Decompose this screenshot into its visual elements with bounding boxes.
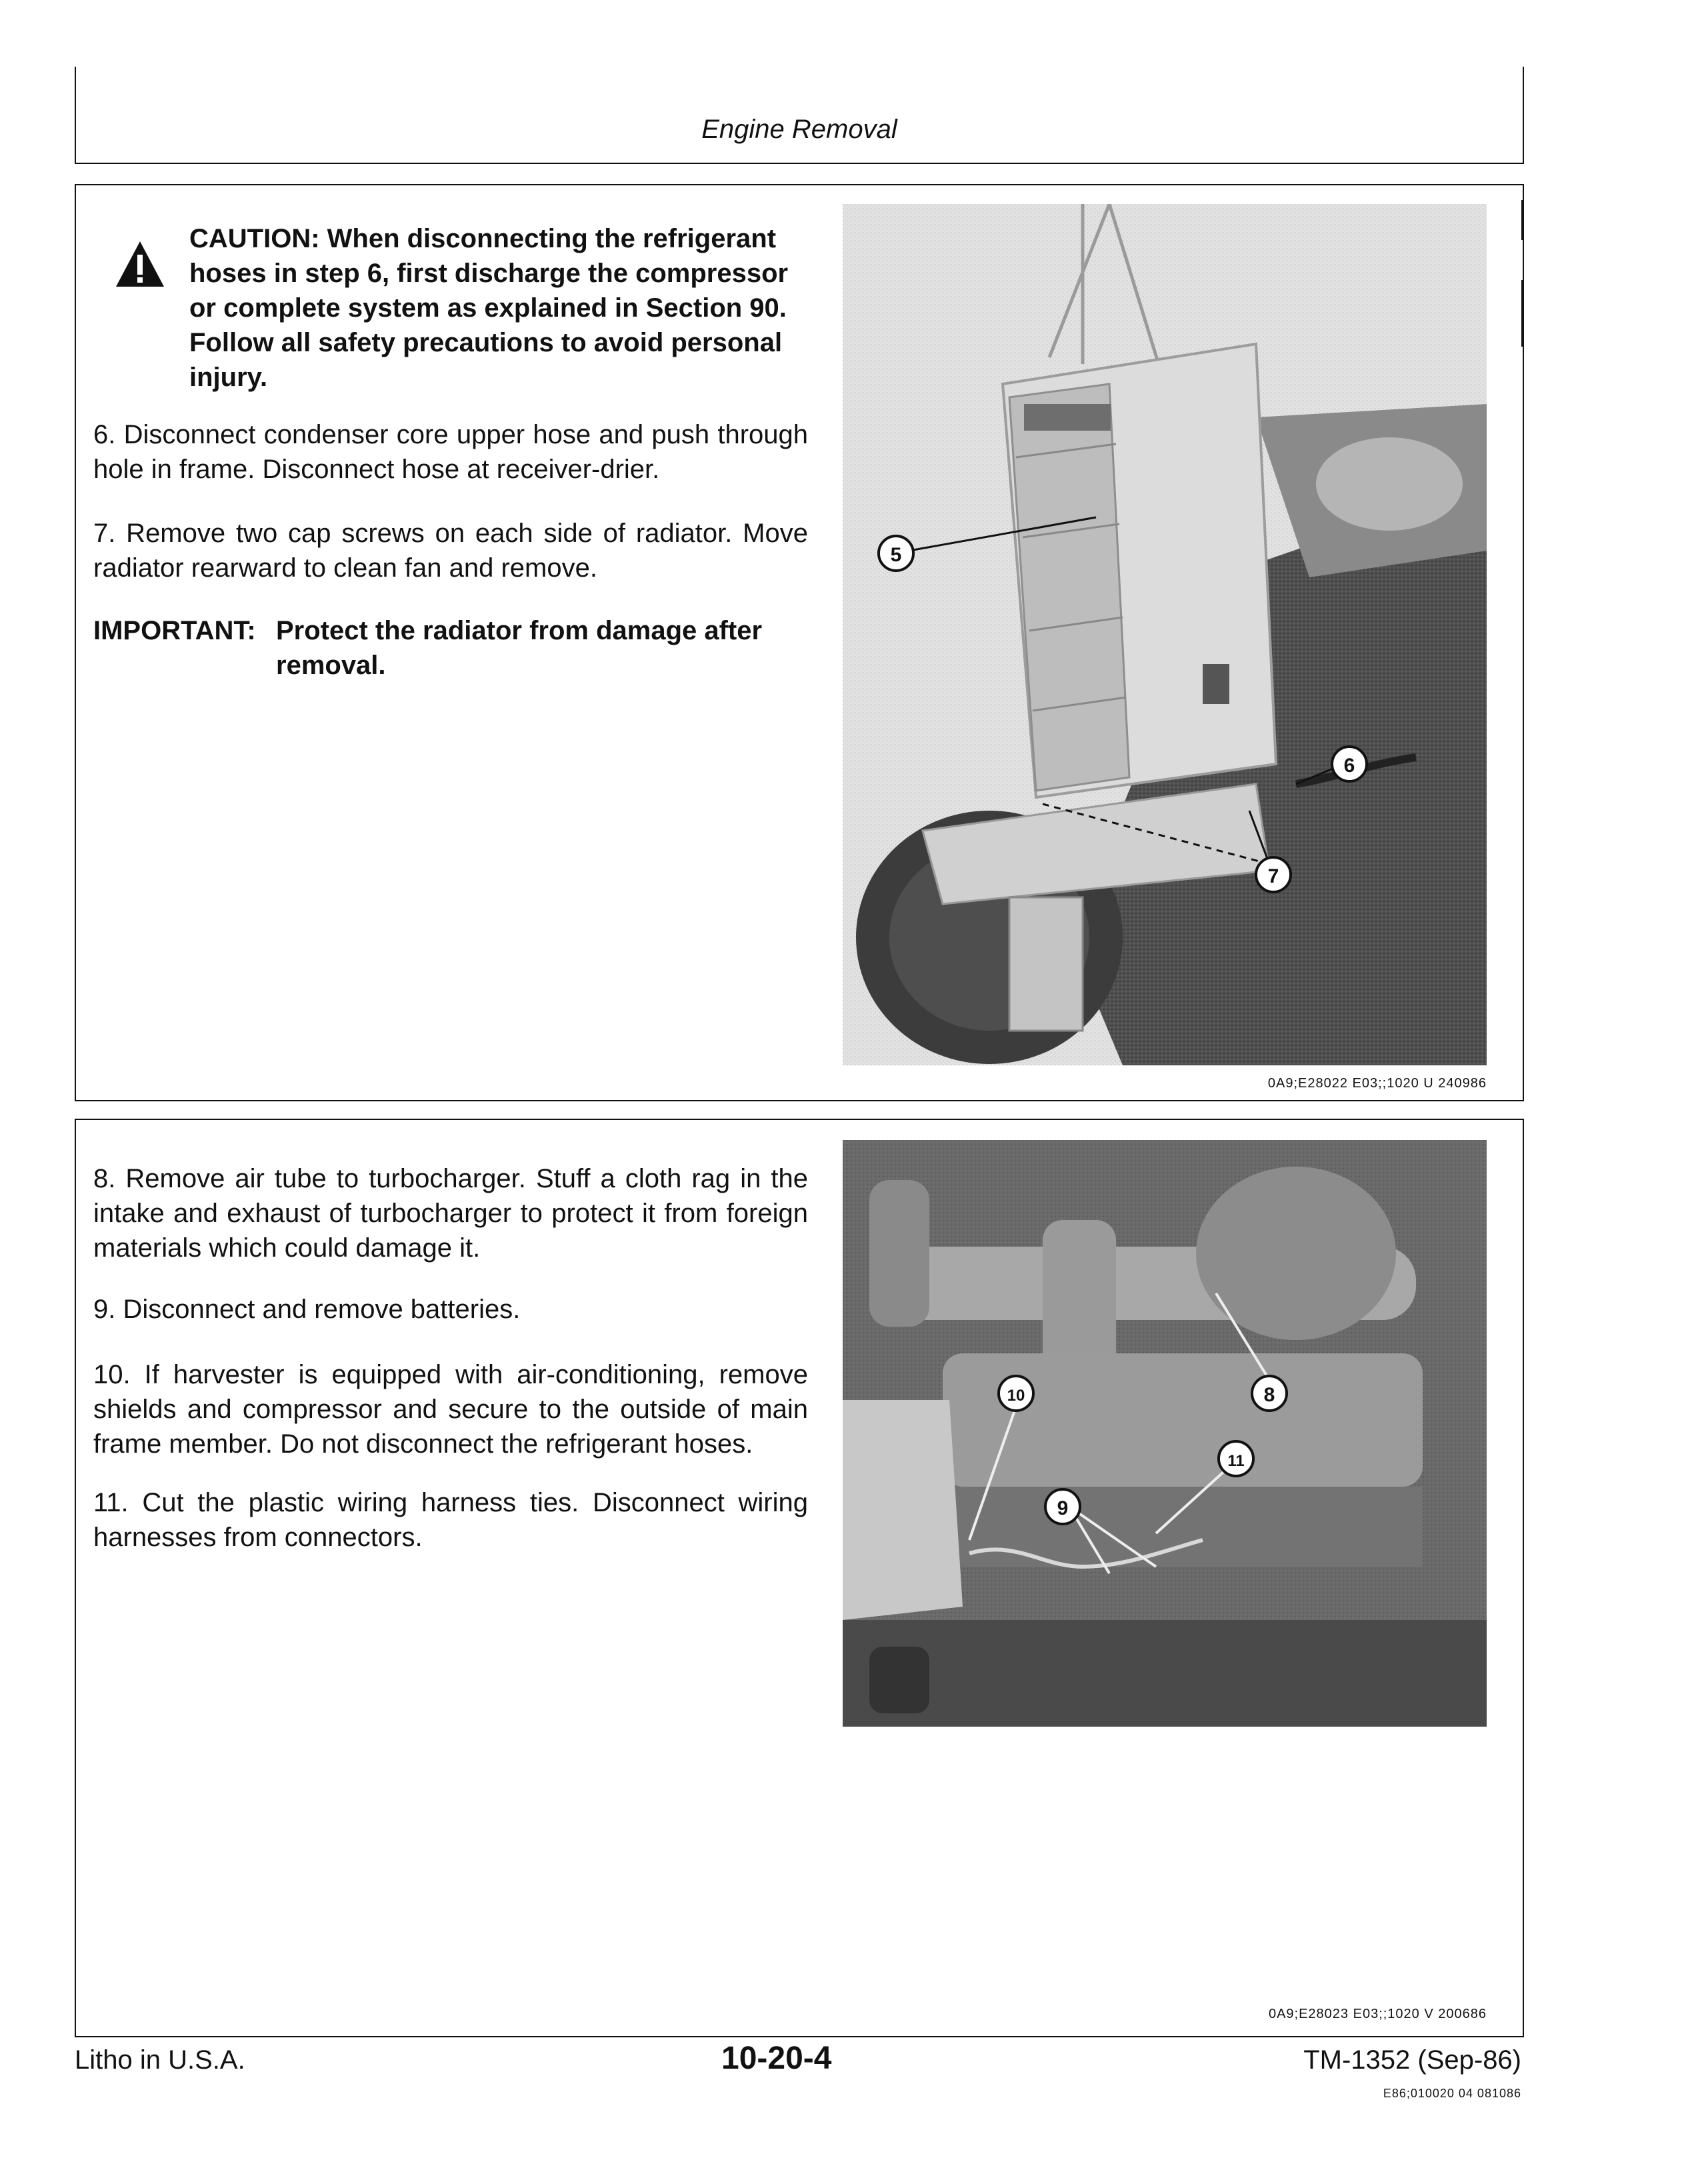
step-7-text: 7. Remove two cap screws on each side of radiator. Move radiator rearward to clean fan and remove. [93,519,808,583]
page-title: Engine Removal [701,115,897,144]
important-text: Protect the radiator from damage after removal. [276,616,763,680]
page-number: 10-20-4 [721,2041,832,2076]
document-number: TM-1352 (Sep-86) [1303,2045,1521,2075]
radiator-removal-photo [843,204,1487,1065]
callout-9-label: 9 [1057,1497,1069,1519]
air-cleaner [1196,1167,1396,1340]
callout-6-label: 6 [1343,755,1355,777]
step-9-text: 9. Disconnect and remove batteries. [93,1295,521,1324]
callout-6 [1332,747,1367,781]
callout-9 [1045,1489,1080,1524]
panel-edge-mark [1521,280,1523,347]
engine-compartment-photo [843,1140,1487,1727]
footer-code: E86;010020 04 081086 [1383,2087,1521,2100]
callout-7 [1256,857,1291,892]
step-8-text: 8. Remove air tube to turbocharger. Stuff a cloth rag in the intake and exhaust of turbocharger to protect it from foreign materials which could damage it. [93,1164,808,1263]
callout-11-label: 11 [1227,1452,1245,1470]
callout-5 [879,536,913,571]
callout-8 [1252,1376,1287,1411]
callout-10 [999,1376,1033,1411]
panel-edge-mark [1521,200,1523,240]
turbocharger [1043,1220,1116,1373]
step-11-text: 11. Cut the plastic wiring harness ties. Disconnect wiring harnesses from connectors. [93,1488,808,1552]
step-6-text: 6. Disconnect condenser core upper hose and push through hole in frame. Disconnect hose at receiver-drier. [93,420,808,484]
main-frame [843,1620,1487,1727]
caution-icon [115,240,165,288]
footer-printed-in: Litho in U.S.A. [75,2045,245,2075]
figure-1-code: 0A9;E28022 E03;;1020 U 240986 [1267,1076,1487,1091]
shield [843,1400,963,1620]
important-label: IMPORTANT: [93,616,256,645]
callout-8-label: 8 [1263,1384,1275,1406]
step-10-text: 10. If harvester is equipped with air-conditioning, remove shields and compressor and secure to the outside of main frame member. Do not disconnect the refrigerant hoses. [93,1360,808,1459]
callout-5-label: 5 [890,544,902,566]
battery [869,1647,929,1713]
caution-text: CAUTION: When disconnecting the refrigerant hoses in step 6, first discharge the compressor or complete system as explained in Section 90. Follow all safety precautions to avoid personal injury. [189,224,789,392]
figure-2-code: 0A9;E28023 E03;;1020 V 200686 [1268,2007,1487,2021]
callout-7-label: 7 [1267,865,1279,887]
header-rule-bottom [75,163,1524,164]
callout-11 [1219,1441,1253,1476]
engine-block [943,1353,1423,1487]
engine-part [1316,437,1463,531]
callout-10-label: 10 [1007,1387,1025,1405]
